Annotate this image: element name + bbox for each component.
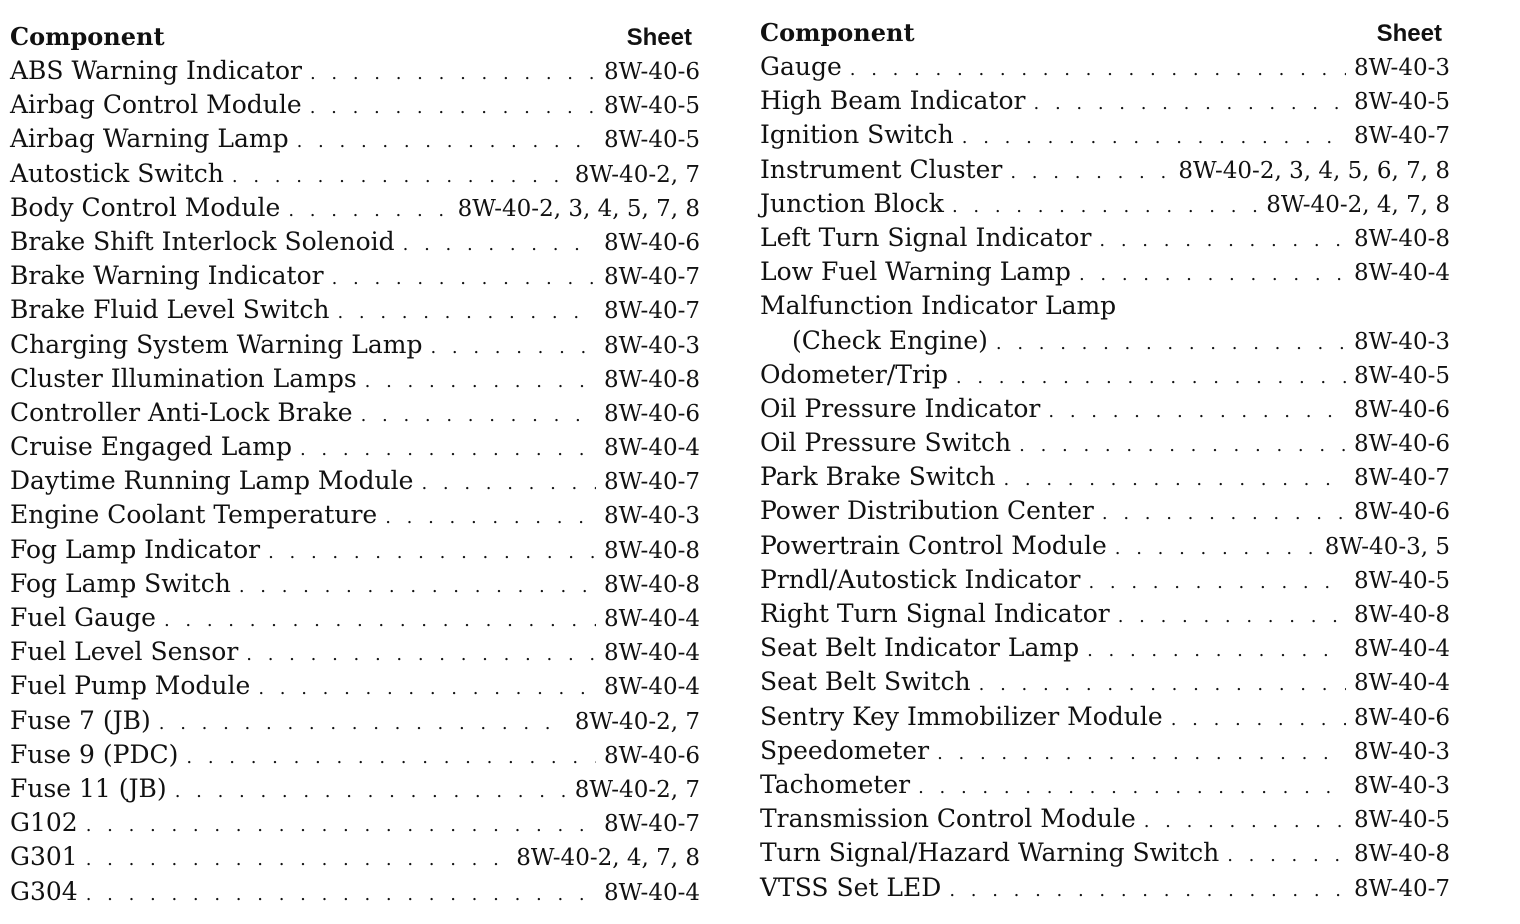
sheet-reference: 8W-40-4 — [603, 606, 700, 632]
dot-leader — [1010, 162, 1170, 183]
dot-leader — [850, 59, 1346, 80]
dot-leader — [1227, 845, 1346, 866]
sheet-reference: 8W-40-6 — [1353, 396, 1450, 423]
component-name: VTSS Set LED — [760, 872, 942, 902]
component-row — [10, 774, 700, 808]
dot-leader — [956, 367, 1346, 388]
component-name: Right Turn Signal Indicator — [760, 599, 1110, 628]
component-name: Cluster Illumination Lamps — [10, 363, 357, 393]
dot-leader — [186, 747, 596, 768]
component-name: Fuel Gauge — [10, 603, 156, 632]
component-name: (Check Engine) — [792, 325, 988, 355]
component-name: Fuse 11 (JB) — [10, 773, 167, 803]
sheet-reference: 8W-40-2, 4, 7, 8 — [516, 845, 700, 872]
component-row — [760, 736, 1450, 770]
component-row — [760, 189, 1450, 223]
sheet-reference: 8W-40-6 — [603, 400, 700, 427]
dot-leader — [937, 743, 1346, 764]
component-index-left-column — [10, 22, 700, 911]
component-name: Airbag Control Module — [10, 90, 302, 120]
dot-leader — [403, 234, 596, 255]
component-row — [760, 257, 1450, 291]
component-name: Sentry Key Immobilizer Module — [760, 701, 1163, 731]
sheet-reference: 8W-40-7 — [603, 469, 700, 496]
sheet-reference: 8W-40-7 — [1353, 875, 1450, 902]
sheet-reference: 8W-40-6 — [1353, 704, 1450, 731]
component-index-right-column — [760, 18, 1450, 907]
dot-leader — [337, 302, 596, 323]
dot-leader — [159, 713, 567, 734]
dot-leader — [1003, 469, 1346, 490]
dot-leader — [1102, 503, 1346, 524]
sheet-reference: 8W-40-5 — [1353, 89, 1450, 116]
dot-leader — [996, 333, 1346, 354]
component-name: Cruise Engaged Lamp — [10, 432, 292, 462]
component-name: Airbag Warning Lamp — [10, 124, 289, 154]
component-row — [760, 496, 1450, 530]
component-row — [760, 770, 1450, 804]
component-row — [760, 838, 1450, 872]
sheet-reference: 8W-40-4 — [603, 640, 700, 667]
sheet-reference: 8W-40-6 — [603, 742, 700, 769]
sheet-reference: 8W-40-4 — [1353, 670, 1450, 697]
sheet-reference: 8W-40-5 — [603, 127, 700, 154]
component-name: Brake Warning Indicator — [10, 261, 324, 291]
component-row — [10, 603, 700, 637]
sheet-reference: 8W-40-3 — [1353, 772, 1450, 799]
component-row — [10, 569, 700, 603]
sheet-reference: 8W-40-4 — [603, 674, 700, 701]
component-row — [760, 702, 1450, 736]
dot-leader — [268, 542, 596, 563]
component-name: Gauge — [760, 52, 842, 81]
component-name: Seat Belt Indicator Lamp — [760, 633, 1080, 663]
component-name: Turn Signal/Hazard Warning Switch — [760, 838, 1220, 868]
sheet-reference: 8W-40-5 — [603, 93, 700, 120]
component-row — [760, 873, 1450, 907]
dot-leader — [332, 268, 596, 289]
component-name: Seat Belt Switch — [760, 667, 971, 697]
component-row — [760, 86, 1450, 120]
sheet-reference: 8W-40-4 — [1353, 260, 1450, 287]
component-row — [760, 155, 1450, 189]
component-name: Left Turn Signal Indicator — [760, 222, 1092, 252]
dot-leader — [1079, 264, 1346, 285]
component-name: Brake Shift Interlock Solenoid — [10, 226, 395, 256]
sheet-reference: 8W-40-5 — [1353, 362, 1450, 389]
component-name: Fuel Level Sensor — [10, 637, 239, 667]
component-row — [10, 261, 700, 295]
dot-leader — [365, 371, 596, 392]
sheet-reference: 8W-40-2, 7 — [574, 708, 700, 735]
dot-leader — [297, 131, 596, 152]
component-row — [760, 52, 1450, 86]
dot-leader — [232, 166, 567, 187]
component-row — [760, 462, 1450, 496]
dot-leader — [300, 439, 596, 460]
sheet-heading: Sheet — [626, 24, 692, 51]
component-row — [10, 637, 700, 671]
sheet-reference: 8W-40-8 — [1353, 841, 1450, 868]
sheet-reference: 8W-40-7 — [1353, 123, 1450, 150]
component-row — [10, 432, 700, 466]
dot-leader — [361, 405, 596, 426]
sheet-reference: 8W-40-3 — [603, 332, 700, 359]
dot-leader — [1034, 93, 1346, 114]
dot-leader — [1118, 606, 1346, 627]
component-name: Daytime Running Lamp Module — [10, 466, 414, 496]
sheet-reference: 8W-40-8 — [603, 537, 700, 564]
sheet-reference: 8W-40-2, 3, 4, 5, 7, 8 — [457, 195, 700, 222]
sheet-reference: 8W-40-8 — [1353, 602, 1450, 628]
sheet-reference: 8W-40-3 — [1353, 328, 1450, 355]
dot-leader — [1099, 230, 1346, 251]
dot-leader — [164, 610, 596, 631]
component-row — [10, 740, 700, 774]
sheet-reference: 8W-40-7 — [603, 264, 700, 291]
component-name: Instrument Cluster — [760, 154, 1003, 184]
sheet-reference: 8W-40-3 — [1353, 738, 1450, 765]
dot-leader — [952, 196, 1258, 217]
component-heading: Component — [760, 18, 915, 47]
component-name: Fuel Pump Module — [10, 671, 251, 701]
component-row — [760, 531, 1450, 565]
dot-leader — [86, 815, 596, 836]
component-name: Junction Block — [760, 188, 944, 218]
component-row — [760, 326, 1450, 360]
component-name: Prndl/Autostick Indicator — [760, 564, 1081, 594]
component-row — [10, 193, 700, 227]
sheet-reference: 8W-40-8 — [603, 571, 700, 598]
component-row — [10, 56, 700, 90]
sheet-reference: 8W-40-4 — [603, 435, 700, 462]
dot-leader — [239, 576, 596, 597]
component-row — [10, 227, 700, 261]
component-name: Park Brake Switch — [760, 462, 996, 492]
component-row — [760, 804, 1450, 838]
dot-leader — [258, 678, 596, 699]
component-name: Fuse 9 (PDC) — [10, 739, 179, 769]
component-row — [760, 599, 1450, 633]
sheet-reference: 8W-40-2, 3, 4, 5, 6, 7, 8 — [1178, 157, 1450, 184]
component-name: G102 — [10, 808, 78, 838]
component-name: Fog Lamp Indicator — [10, 534, 261, 564]
component-name: Oil Pressure Indicator — [760, 393, 1041, 423]
dot-leader — [1144, 811, 1346, 832]
component-name: Charging System Warning Lamp — [10, 329, 423, 359]
dot-leader — [430, 337, 596, 358]
component-name: Powertrain Control Module — [760, 530, 1107, 560]
sheet-reference: 8W-40-4 — [603, 879, 700, 906]
component-row — [10, 706, 700, 740]
dot-leader — [1088, 572, 1346, 593]
component-row — [10, 842, 700, 876]
dot-leader — [1171, 709, 1346, 730]
column-header — [10, 22, 700, 56]
sheet-reference: 8W-40-5 — [1353, 567, 1450, 594]
component-row — [10, 671, 700, 705]
component-name: ABS Warning Indicator — [10, 56, 302, 85]
dot-leader — [949, 880, 1346, 901]
dot-leader — [310, 97, 596, 118]
component-name: High Beam Indicator — [760, 86, 1026, 116]
sheet-reference: 8W-40-3, 5 — [1324, 533, 1450, 560]
sheet-reference: 8W-40-6 — [1353, 499, 1450, 526]
sheet-reference: 8W-40-7 — [1353, 465, 1450, 492]
dot-leader — [86, 884, 596, 905]
component-row — [760, 428, 1450, 462]
component-name: Oil Pressure Switch — [760, 428, 1012, 458]
dot-leader — [979, 674, 1346, 695]
dot-leader — [1087, 640, 1346, 661]
component-row — [760, 291, 1450, 325]
component-row — [10, 295, 700, 329]
component-row — [10, 877, 700, 911]
component-row — [10, 90, 700, 124]
sheet-heading: Sheet — [1376, 20, 1442, 47]
dot-leader — [175, 781, 567, 802]
component-heading: Component — [10, 22, 165, 51]
component-row — [760, 565, 1450, 599]
dot-leader — [918, 777, 1346, 798]
sheet-reference: 8W-40-8 — [1353, 225, 1450, 252]
component-row — [10, 808, 700, 842]
component-name: Malfunction Indicator Lamp — [760, 291, 1117, 321]
component-name: Engine Coolant Temperature — [10, 500, 378, 530]
component-row — [760, 667, 1450, 701]
component-row — [760, 633, 1450, 667]
component-row — [10, 159, 700, 193]
sheet-reference: 8W-40-2, 7 — [574, 776, 700, 803]
sheet-reference: 8W-40-7 — [603, 811, 700, 838]
sheet-reference: 8W-40-6 — [1353, 431, 1450, 458]
component-row — [10, 500, 700, 534]
dot-leader — [385, 507, 596, 528]
dot-leader — [421, 473, 596, 494]
dot-leader — [1115, 538, 1317, 559]
component-row — [10, 535, 700, 569]
component-name: Ignition Switch — [760, 120, 954, 150]
component-row — [10, 466, 700, 500]
component-row — [10, 330, 700, 364]
sheet-reference: 8W-40-6 — [603, 59, 700, 85]
sheet-reference: 8W-40-8 — [603, 366, 700, 393]
dot-leader — [962, 127, 1346, 148]
sheet-reference: 8W-40-6 — [603, 229, 700, 256]
component-name: Brake Fluid Level Switch — [10, 295, 330, 325]
sheet-reference: 8W-40-5 — [1353, 807, 1450, 834]
component-name: Odometer/Trip — [760, 359, 948, 389]
component-name: Body Control Module — [10, 192, 281, 222]
component-name: Fuse 7 (JB) — [10, 705, 151, 735]
component-row — [10, 364, 700, 398]
component-row — [760, 394, 1450, 428]
sheet-reference: 8W-40-3 — [603, 503, 700, 530]
component-name: Autostick Switch — [10, 158, 224, 188]
component-row — [10, 124, 700, 158]
component-name: G304 — [10, 876, 78, 906]
sheet-reference: 8W-40-7 — [603, 298, 700, 325]
sheet-reference: 8W-40-2, 7 — [574, 161, 700, 188]
component-list — [10, 56, 700, 911]
column-header — [760, 18, 1450, 52]
sheet-reference: 8W-40-2, 4, 7, 8 — [1266, 191, 1450, 218]
component-name: Low Fuel Warning Lamp — [760, 257, 1071, 287]
component-row — [10, 398, 700, 432]
dot-leader — [310, 63, 596, 84]
component-name: Controller Anti-Lock Brake — [10, 397, 353, 427]
component-name: Speedometer — [760, 735, 930, 765]
component-row — [760, 223, 1450, 257]
component-row — [760, 360, 1450, 394]
component-name: Transmission Control Module — [760, 804, 1136, 834]
component-name: Tachometer — [760, 769, 911, 799]
dot-leader — [288, 200, 449, 221]
sheet-reference: 8W-40-4 — [1353, 636, 1450, 663]
sheet-reference: 8W-40-3 — [1353, 55, 1450, 81]
component-name: Power Distribution Center — [760, 496, 1094, 526]
component-list — [760, 52, 1450, 907]
component-row — [760, 120, 1450, 154]
dot-leader — [86, 849, 508, 870]
dot-leader — [1019, 435, 1346, 456]
component-name: G301 — [10, 842, 78, 872]
dot-leader — [246, 644, 596, 665]
component-name: Fog Lamp Switch — [10, 568, 231, 598]
dot-leader — [1048, 401, 1346, 422]
